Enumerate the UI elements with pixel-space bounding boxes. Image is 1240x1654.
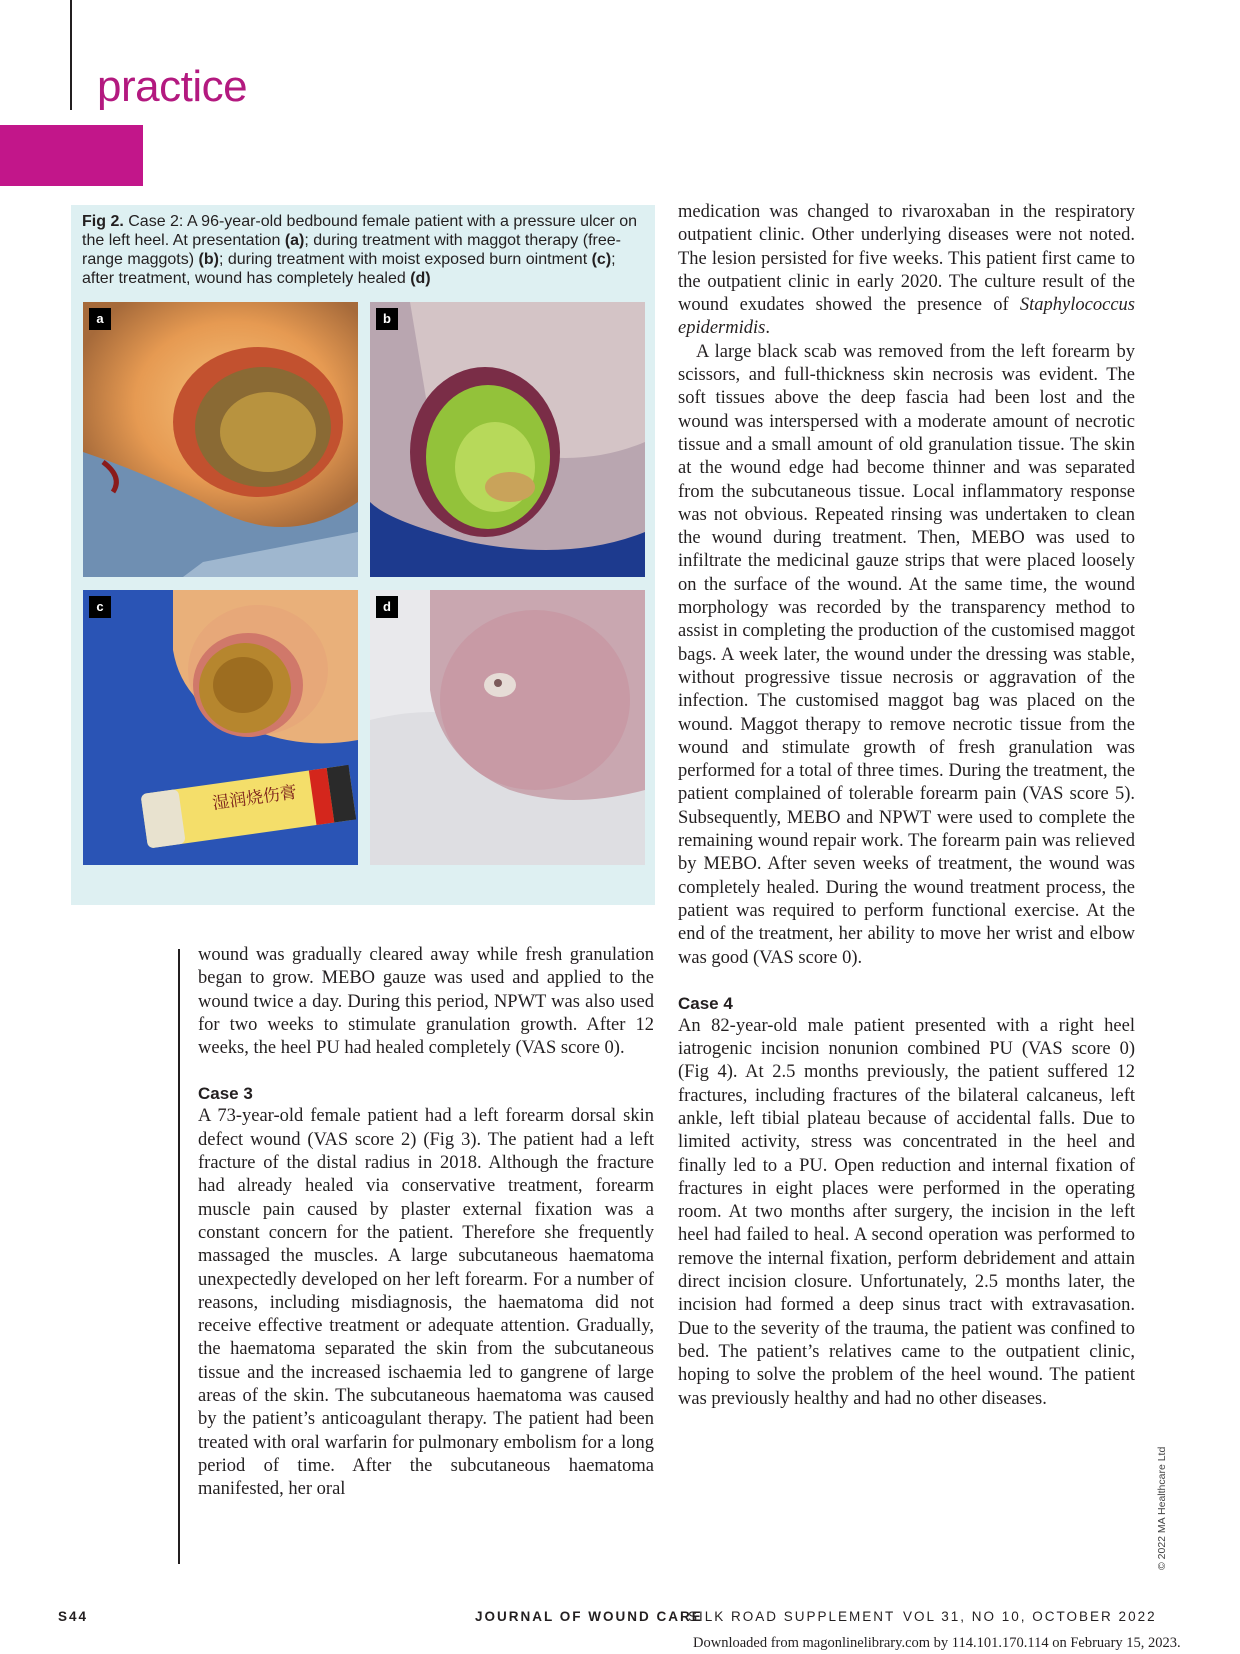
photo-panel-a bbox=[83, 302, 358, 577]
right-column bbox=[678, 201, 1135, 1411]
issue-info: VOL 31, NO 10, OCTOBER 2022 bbox=[903, 1609, 1157, 1624]
panel-tag-c: c bbox=[89, 596, 111, 618]
photo-panel-c bbox=[83, 590, 358, 865]
figure-caption bbox=[82, 212, 642, 288]
panel-tag-d: d bbox=[376, 596, 398, 618]
ointment-tube-label: 湿润烧伤膏 bbox=[211, 782, 299, 815]
section-label: practice bbox=[97, 62, 248, 111]
case3-heading: Case 3 bbox=[198, 1084, 253, 1104]
body-text: . bbox=[765, 318, 770, 339]
copyright-notice: © 2022 MA Healthcare Ltd bbox=[1156, 1446, 1168, 1570]
body-paragraph: A large black scab was removed from the left forearm by scissors, and full-thickness skin necrosis was evident. The soft tissues above the deep fascia had been lost and the wound was interspersed with a moderate amount of necrotic tissue and a small amount of old granulation tissue. The skin at the wound edge had become thinner and was separated from the subcutaneous tissue. Local inflammatory response was not obvious. Repeated rinsing was undertaken to clean the wound during treatment. Then, MEBO was used to infiltrate the medicinal gauze strips that were placed loosely on the surface of the wound. At the same time, the wound morphology was recorded by the transparency method to assist in completing the production of the customised maggot bags. A week later, the wound under the dressing was stable, without progressive tissue necrosis or aggravation of the infection. The customised maggot bag was placed on the wound. Maggot therapy to remove necrotic tissue from the wound and stimulate growth of fresh granulation was performed for a total of three times. During the treatment, the patient complained of tolerable forearm pain (VAS score 5). Subsequently, MEBO and NPWT were used to complete the remaining wound repair work. The forearm pain was relieved by MEBO. After seven weeks of treatment, the wound was completely healed. During the wound treatment process, the patient was required to perform functional exercise. At the end of the treatment, her ability to move her wrist and elbow was good (VAS score 0). bbox=[678, 341, 1135, 968]
caption-panel-ref: (d) bbox=[410, 270, 431, 287]
header-rule bbox=[70, 0, 72, 110]
caption-text: Case 2: A 96-year-old bedbound female patient with a pressure ulcer on the left heel. At presentation bbox=[82, 213, 637, 249]
download-note: Downloaded from magonlinelibrary.com by 114.101.170.114 on February 15, 2023. bbox=[693, 1635, 1181, 1651]
case4-heading: Case 4 bbox=[678, 993, 733, 1013]
page-number: S44 bbox=[58, 1609, 89, 1624]
body-paragraph: wound was gradually cleared away while fresh granulation began to grow. MEBO gauze was used and applied to the wound twice a day. During this period, NPWT was also used for two weeks to stimulate granulation growth. After 12 weeks, the heel PU had healed completely (VAS score 0). bbox=[198, 945, 654, 1059]
body-paragraph: An 82-year-old male patient presented with a right heel iatrogenic incision nonunion combined PU (VAS score 0) (Fig 4). At 2.5 months previously, the patient suffered 12 fractures, including fractures of the bilateral calcaneus, left ankle, left tibial plateau because of accidental falls. Due to limited activity, stress was concentrated in the heel and finally led to a PU. Open reduction and internal fixation of fractures in eight places were performed in the operating room. At two months after surgery, the incision in the left heel had failed to heal. A second operation was performed to remove the internal fixation, perform debridement and attain direct incision closure. Unfortunately, 2.5 months later, the incision had formed a deep sinus tract with extravasation. Due to the severity of the trauma, the patient was confined to bed. The patient’s relatives came to the outpatient clinic, hoping to solve the problem of the heel wound. The patient was previously healthy and had no other diseases. bbox=[678, 1015, 1135, 1409]
supplement-name: SILK ROAD SUPPLEMENT bbox=[688, 1609, 896, 1624]
caption-text: ; during treatment with moist exposed burn ointment bbox=[218, 251, 592, 268]
caption-panel-ref: (b) bbox=[198, 251, 219, 268]
photo-panel-d bbox=[370, 590, 645, 865]
body-paragraph bbox=[678, 201, 1135, 341]
caption-text: ; during treatment with maggot therapy (free-range maggots) bbox=[82, 232, 621, 268]
column-rule bbox=[178, 949, 180, 1564]
photo-panel-b bbox=[370, 302, 645, 577]
caption-panel-ref: (c) bbox=[591, 251, 612, 268]
body-paragraph: A 73-year-old female patient had a left forearm dorsal skin defect wound (VAS score 2) (Fig 3). The patient had a left fracture of the distal radius in 2018. Although the fracture had already healed via conservative treatment, forearm muscle pain caused by plaster external fixation was a constant concern for the patient. Therefore she frequently massaged the muscles. A large subcutaneous haematoma unexpectedly developed on her left forearm. For a number of reasons, including misdiagnosis, the haematoma did not receive effective treatment or adequate attention. Gradually, the haematoma separated the skin from the subcutaneous tissue and the increased ischaemia led to gangrene of large areas of the skin. The subcutaneous haematoma was caused by the patient’s anticoagulant therapy. The patient had been treated with oral warfarin for pulmonary embolism for a long period of time. After the subcutaneous haematoma manifested, her oral bbox=[198, 1106, 654, 1500]
caption-text: ; after treatment, wound has completely healed bbox=[82, 251, 616, 287]
left-column bbox=[198, 944, 654, 1502]
panel-tag-b: b bbox=[376, 308, 398, 330]
species-name: Staphylococcus epidermidis bbox=[678, 295, 1135, 339]
journal-name: JOURNAL OF WOUND CARE bbox=[475, 1609, 703, 1624]
body-text: medication was changed to rivaroxaban in the respiratory outpatient clinic. Other underlying diseases were not noted. The lesion persisted for five weeks. This patient first came to the outpatient clinic in early 2020. The culture result of the wound exudates showed the presence of bbox=[678, 202, 1135, 316]
figure-label: Fig 2. bbox=[82, 213, 124, 230]
caption-panel-ref: (a) bbox=[284, 232, 305, 249]
panel-tag-a: a bbox=[89, 308, 111, 330]
section-color-block bbox=[0, 125, 143, 186]
